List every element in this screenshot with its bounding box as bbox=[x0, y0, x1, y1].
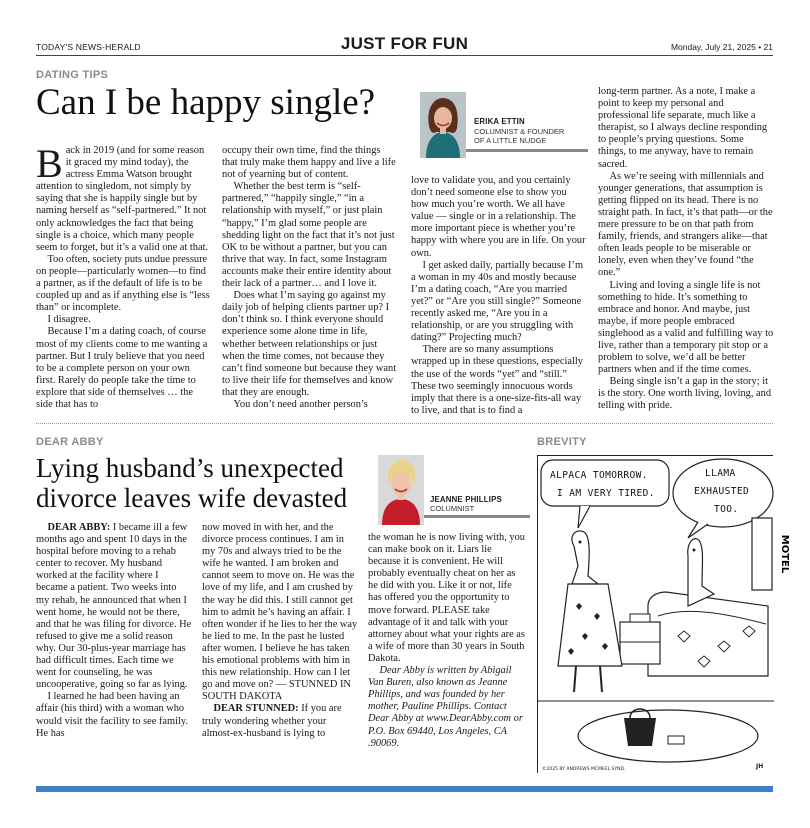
dating-c1-p4: Because I’m a dating coach, of course most of my clients come to me wanting a partner. But I truly believe that you need to be a complete person on your own first. Rarely do people take the time to explore that side of themselves … the side that has to bbox=[36, 326, 208, 410]
bubble-right-line-1: LLAMA bbox=[705, 468, 736, 479]
author-photo-jeanne bbox=[378, 455, 424, 525]
bubble-left-line-1: ALPACA TOMORROW. bbox=[550, 470, 648, 481]
author-title-erika-2: OF A LITTLE NUDGE bbox=[474, 136, 547, 145]
abby-c1-p2: I learned he had been having an affair (his third) with a woman who would visit the facility to see family. He has bbox=[36, 691, 188, 739]
dating-c2-p2: Whether the best term is “self-partnered,” “happily single,” “in a relationship with myself,” or just plain “happy,” I’m glad some people are shedding light on the fact that it’s not just OK to be without a partner, but you can thrive that way. In fact, some Instagram accounts make their entire identity about their lack of a partner… and I love it. bbox=[222, 181, 395, 290]
abby-column-1 bbox=[36, 522, 192, 770]
author-title-erika-1: COLUMNIST & FOUNDER bbox=[474, 127, 565, 136]
dating-c3-p1: love to validate you, and you certainly don’t need someone else to show you how much you’re worth. We all have value — single or in a relationship. The more important piece is whether you’re happy with where you are in life. On your own. bbox=[411, 175, 586, 259]
cartoon-signature: JH bbox=[756, 763, 764, 770]
abby-lead: DEAR ABBY: bbox=[47, 522, 111, 533]
byline-rule bbox=[466, 149, 588, 152]
motel-sign-icon bbox=[752, 518, 790, 590]
abby-kicker: DEAR ABBY bbox=[36, 436, 104, 448]
byline-rule bbox=[424, 515, 530, 518]
cartoon-copyright: ©2025 BY ANDREWS MCMEEL SYND. bbox=[542, 767, 626, 772]
dating-c4-p3: Living and loving a single life is not something to hide. It’s something to embrace and honor. And maybe, just maybe, if more people embraced singlehood as a valid and fulfilling way to live, rather than a temporary pit stop or a problem to solve, we’d all be better partners when and if the time comes. bbox=[598, 279, 774, 376]
dating-column-2 bbox=[222, 145, 398, 411]
dating-kicker: DATING TIPS bbox=[36, 69, 109, 81]
dating-c2-p1: occupy their own time, find the things that truly make them happy and live a life not of yearning but of content. bbox=[222, 145, 396, 181]
abby-column-3 bbox=[368, 532, 526, 770]
abby-c3-p1: the woman he is now living with, you can make book on it. Liars lie because it is convenient. He will probably eventually cheat on her as he did with you. Like it or not, life has offered you the opportunity to move forward. PLEASE take advantage of it and talk with your attorney about what your rights are as a wife of more than 30 years in South Dakota. bbox=[368, 532, 526, 664]
nightstand-icon bbox=[620, 614, 660, 664]
dating-column-4 bbox=[598, 86, 774, 411]
dating-c3-p2: I get asked daily, partially because I’m a woman in my 40s and mostly because I’m a dating coach, “Are you married yet?” or “Are you still single?” Someone recently asked me, “Are you in a relationship, or are you struggling with dating?” Projecting much? bbox=[411, 259, 584, 344]
author-name-erika: ERIKA ETTIN bbox=[474, 117, 525, 126]
bubble-left-line-2: I AM VERY TIRED. bbox=[557, 488, 655, 499]
dating-c1-p3: I disagree. bbox=[47, 314, 91, 326]
abby-headline-2: divorce leaves wife devasted bbox=[36, 483, 348, 513]
abby-c2-p1: now moved in with her, and the divorce process continues. I am in my 70s and always tried to be the wife he wanted. I am broken and cannot seem to move on. He was the love of my life, and I am crushed by the way he did this. I still cannot get him to admit he’s having an affair. I often wonder if he lies to her the way he lied to me. In the past he lusted after women. I believe he has taken his emotional problems with him in this new relationship. How can I let go and move on? — STUNNED IN SOUTH DAKOTA bbox=[202, 522, 358, 703]
brevity-kicker: BREVITY bbox=[537, 436, 587, 448]
paper-name: TODAY'S NEWS-HERALD bbox=[36, 42, 141, 52]
author-name-jeanne: JEANNE PHILLIPS bbox=[430, 495, 502, 504]
masthead bbox=[36, 34, 773, 56]
abby-c2-p2: If you are truly wondering whether your almost-ex-husband is lying to bbox=[202, 703, 342, 739]
dating-c2-p3: Does what I’m saying go against my daily job of helping clients partner up? I don’t think so. I think everyone should experience some alone time in life, whether between relationships or just when the time comes, not because they can’t find someone but because they want to live their life for themselves and know that they are enough. bbox=[222, 290, 397, 398]
dating-c4-p2: As we’re seeing with millennials and younger generations, that assumption is getting flipped on its head. There is no straight path. In fact, it’s that path—or the mere pressure to be on that path from family, friends, and strangers alike—that often leads people to be miserable or lonely, even when they’ve found “the one.” bbox=[598, 170, 773, 279]
dating-c1-p1: ack in 2019 (and for some reason it graced my mind today), the actress Emma Watson brought attention to singledom, not simply by saying that she is happily single but by naming herself as “self-partnered.” It not only acknowledges the fact that being single is a choice, which many people seem to forget, but it’s a valid one at that. bbox=[36, 145, 209, 253]
section-title: JUST FOR FUN bbox=[340, 34, 469, 53]
dating-c4-p4: Being single isn’t a gap in the story; it is the story. One worth living, loving, and telling with pride. bbox=[598, 376, 772, 412]
accent-bar bbox=[36, 786, 773, 792]
abby-headline-1: Lying husband’s unexpected bbox=[36, 453, 344, 483]
drop-cap: B bbox=[36, 141, 63, 186]
dating-c2-p4: You don’t need another person’s bbox=[233, 398, 368, 410]
erika-byline bbox=[420, 92, 590, 160]
abby-lead-2: DEAR STUNNED: bbox=[213, 703, 299, 715]
abby-c3-p2: Dear Abby is written by Abigail Van Buren, also known as Jeanne Phillips, and was founded by her mother, Pauline Phillips. Contact Dear Abby at www.DearAbby.com or P.O. Box 69440, Los Angeles, CA .90069. bbox=[368, 665, 523, 749]
date-page: Monday, July 21, 2025 • 21 bbox=[670, 42, 773, 52]
motel-sign-text: MOTEL bbox=[779, 534, 790, 574]
dating-column-1 bbox=[36, 141, 211, 411]
table-with-handbag-icon bbox=[578, 709, 758, 762]
bubble-right-line-2: EXHAUSTED bbox=[694, 486, 750, 497]
dating-column-3 bbox=[411, 175, 586, 416]
dating-c1-p2: Too often, society puts undue pressure on people—particularly women—to find a partner, as if the default of life is to be coupled up and as if anything else is “less than” or incomplete. bbox=[36, 253, 210, 314]
brevity-cartoon bbox=[537, 455, 790, 773]
jeanne-byline bbox=[378, 455, 530, 525]
dating-c3-p3: There are so many assumptions wrapped up in these questions, especially the use of the words “yet” and “still.” These two seemingly innocuous words imply that there is a one-size-fits-all way to live, and that is to find a bbox=[411, 344, 583, 416]
author-photo-erika bbox=[420, 92, 466, 158]
bubble-right-line-3: TOO. bbox=[714, 504, 739, 515]
author-title-jeanne: COLUMNIST bbox=[430, 504, 475, 513]
dating-headline: Can I be happy single? bbox=[36, 82, 376, 123]
section-divider bbox=[36, 423, 773, 424]
abby-column-2 bbox=[202, 522, 358, 770]
abby-c1-p1: I became ill a few months ago and spent 10 days in the hospital before moving to a rehab center to recover. My husband worked at the facility where I became a patient. Two weeks into my rehab, he announced that when I went home, he would not be there, and that he was filing for divorce. He refused to give me a solid reason why. Our 30-plus-year marriage has had difficult times. Each time we went for counseling, he was uncooperative, going so far as lying. bbox=[36, 522, 192, 691]
dating-c4-p1: long-term partner. As a note, I make a point to keep my personal and professional life separate, much like a therapist, so I always decline responding to people’s prying questions. Some things, to me anyway, have to remain sacred. bbox=[598, 86, 768, 170]
